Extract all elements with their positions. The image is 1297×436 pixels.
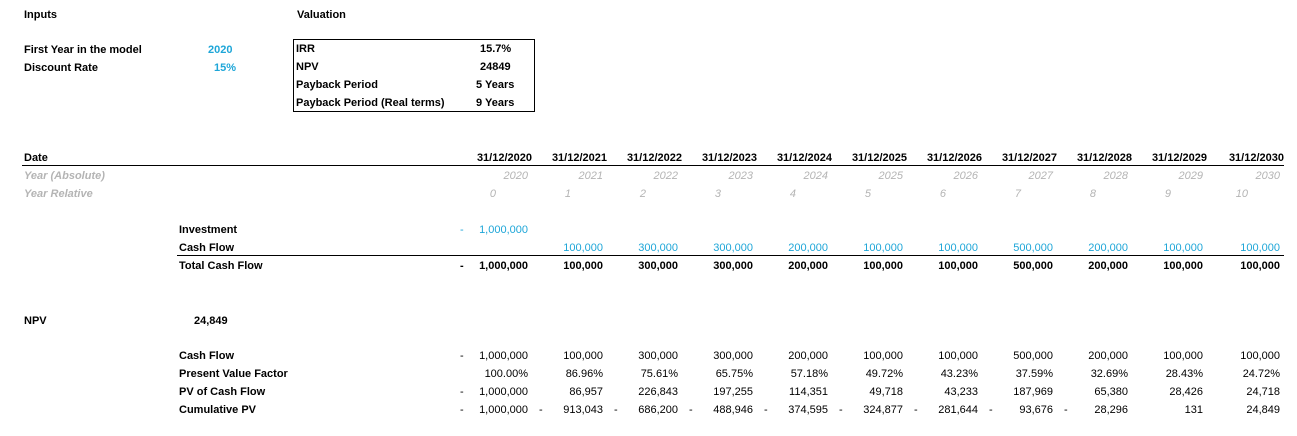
npv-cash-flow-cell: 100,000 xyxy=(938,350,978,362)
payback-real-label: Payback Period (Real terms) xyxy=(296,97,445,109)
negative-sign: - xyxy=(989,404,993,416)
pv-factor-label: Present Value Factor xyxy=(179,368,288,380)
total-cash-flow-cell: 500,000 xyxy=(1013,260,1053,272)
pv-cash-flow-cell: 197,255 xyxy=(713,386,753,398)
cumulative-pv-cell: 28,296 xyxy=(1094,404,1128,416)
year-absolute-cell: 2023 xyxy=(728,170,753,182)
npv-cash-flow-cell: 100,000 xyxy=(563,350,603,362)
year-relative-cell: 10 xyxy=(1235,188,1248,200)
cumulative-pv-cell: 24,849 xyxy=(1246,404,1280,416)
year-absolute-cell: 2022 xyxy=(653,170,678,182)
npv-label-box: NPV xyxy=(296,61,319,73)
cash-flow-cell[interactable]: 100,000 xyxy=(938,242,978,254)
npv-cash-flow-cell: 200,000 xyxy=(1088,350,1128,362)
pv-cash-flow-cell: 114,351 xyxy=(789,386,828,398)
total-cash-flow-cell: 100,000 xyxy=(938,260,978,272)
total-cash-flow-cell: 100,000 xyxy=(1163,260,1203,272)
year-absolute-cell: 2030 xyxy=(1255,170,1280,182)
year-relative-cell: 5 xyxy=(864,188,871,200)
pv-factor-cell: 32.69% xyxy=(1090,368,1128,380)
date-cell: 31/12/2029 xyxy=(1151,152,1207,164)
negative-sign: - xyxy=(460,260,464,272)
cumulative-pv-cell: 374,595 xyxy=(788,404,828,416)
cumulative-pv-cell: 1,000,000 xyxy=(479,404,528,416)
negative-sign: - xyxy=(1064,404,1068,416)
total-cash-flow-cell: 1,000,000 xyxy=(479,260,528,272)
year-absolute-label: Year (Absolute) xyxy=(24,170,105,182)
negative-sign: - xyxy=(460,386,464,398)
cumulative-pv-cell: 913,043 xyxy=(563,404,603,416)
discount-rate-value[interactable]: 15% xyxy=(214,62,237,74)
pv-factor-cell: 100.00% xyxy=(484,368,528,380)
year-relative-cell: 4 xyxy=(789,188,796,200)
year-relative-cell: 0 xyxy=(489,188,496,200)
pv-factor-cell: 24.72% xyxy=(1242,368,1280,380)
year-relative-cell: 3 xyxy=(714,188,721,200)
cash-flow-cell[interactable]: 300,000 xyxy=(713,242,753,254)
date-cell: 31/12/2021 xyxy=(551,152,607,164)
pv-cash-flow-cell: 65,380 xyxy=(1094,386,1128,398)
date-cell: 31/12/2030 xyxy=(1228,152,1284,164)
year-absolute-cell: 2026 xyxy=(953,170,978,182)
year-absolute-cell: 2027 xyxy=(1028,170,1053,182)
pv-factor-cell: 57.18% xyxy=(790,368,828,380)
payback-value: 5 Years xyxy=(476,79,515,91)
pv-factor-cell: 75.61% xyxy=(640,368,678,380)
cash-flow-cell[interactable]: 300,000 xyxy=(638,242,678,254)
cash-flow-cell[interactable]: 100,000 xyxy=(1240,242,1280,254)
pv-factor-cell: 43.23% xyxy=(940,368,978,380)
cumulative-pv-cell: 281,644 xyxy=(938,404,978,416)
total-cash-flow-cell: 200,000 xyxy=(1088,260,1128,272)
year-absolute-cell: 2021 xyxy=(578,170,603,182)
irr-value: 15.7% xyxy=(480,43,512,55)
pv-factor-cell: 86.96% xyxy=(565,368,603,380)
discount-rate-label: Discount Rate xyxy=(24,62,98,74)
pv-cash-flow-cell: 187,969 xyxy=(1013,386,1053,398)
negative-sign: - xyxy=(764,404,768,416)
cumulative-pv-label: Cumulative PV xyxy=(179,404,257,416)
pv-cash-flow-cell: 86,957 xyxy=(569,386,603,398)
cumulative-pv-cell: 93,676 xyxy=(1019,404,1053,416)
negative-sign: - xyxy=(460,224,464,236)
year-absolute-cell: 2029 xyxy=(1178,170,1203,182)
year-relative-cell: 9 xyxy=(1164,188,1171,200)
pv-cash-flow-label: PV of Cash Flow xyxy=(179,386,266,398)
pv-cash-flow-cell: 28,426 xyxy=(1169,386,1203,398)
npv-label: NPV xyxy=(24,315,47,327)
first-year-value[interactable]: 2020 xyxy=(208,44,233,56)
cash-flow-cell[interactable]: 100,000 xyxy=(863,242,903,254)
date-cell: 31/12/2028 xyxy=(1076,152,1132,164)
total-cash-flow-cell: 300,000 xyxy=(713,260,753,272)
total-cash-flow-cell: 100,000 xyxy=(1240,260,1280,272)
cumulative-pv-cell: 324,877 xyxy=(863,404,903,416)
year-absolute-cell: 2028 xyxy=(1103,170,1128,182)
pv-factor-cell: 37.59% xyxy=(1015,368,1053,380)
pv-cash-flow-cell: 226,843 xyxy=(638,386,678,398)
negative-sign: - xyxy=(539,404,543,416)
cash-flow-label: Cash Flow xyxy=(179,242,235,254)
pv-cash-flow-cell: 49,718 xyxy=(869,386,903,398)
npv-cash-flow-cell: 500,000 xyxy=(1013,350,1053,362)
year-absolute-cell: 2024 xyxy=(803,170,828,182)
date-cell: 31/12/2023 xyxy=(701,152,757,164)
date-cell: 31/12/2024 xyxy=(776,152,832,164)
irr-label: IRR xyxy=(296,43,315,55)
valuation-title: Valuation xyxy=(297,9,346,21)
pv-factor-cell: 28.43% xyxy=(1165,368,1203,380)
date-cell: 31/12/2025 xyxy=(851,152,907,164)
payback-label: Payback Period xyxy=(296,79,378,91)
date-label: Date xyxy=(24,152,48,164)
cash-flow-underline xyxy=(177,255,1284,256)
year-relative-cell: 6 xyxy=(939,188,946,200)
year-relative-cell: 7 xyxy=(1014,188,1021,200)
total-cash-flow-cell: 100,000 xyxy=(563,260,603,272)
date-cell: 31/12/2022 xyxy=(626,152,682,164)
npv-cash-flow-cell: 1,000,000 xyxy=(479,350,528,362)
negative-sign: - xyxy=(914,404,918,416)
pv-factor-cell: 49.72% xyxy=(865,368,903,380)
total-cash-flow-cell: 100,000 xyxy=(863,260,903,272)
year-relative-cell: 2 xyxy=(639,188,646,200)
year-absolute-cell: 2020 xyxy=(503,170,528,182)
payback-real-value: 9 Years xyxy=(476,97,515,109)
npv-cash-flow-cell: 300,000 xyxy=(713,350,753,362)
cumulative-pv-cell: 686,200 xyxy=(638,404,678,416)
cumulative-pv-cell: 131 xyxy=(1184,404,1203,416)
npv-cash-flow-cell: 100,000 xyxy=(863,350,903,362)
first-year-label: First Year in the model xyxy=(24,44,142,56)
date-cell: 31/12/2027 xyxy=(1001,152,1057,164)
negative-sign: - xyxy=(614,404,618,416)
inputs-title: Inputs xyxy=(24,9,57,21)
pv-factor-cell: 65.75% xyxy=(715,368,753,380)
npv-cash-flow-cell: 200,000 xyxy=(788,350,828,362)
total-cash-flow-cell: 200,000 xyxy=(788,260,828,272)
pv-cash-flow-cell: 43,233 xyxy=(944,386,978,398)
year-relative-cell: 1 xyxy=(564,188,571,200)
negative-sign: - xyxy=(460,350,464,362)
valuation-box xyxy=(293,39,535,112)
cash-flow-cell[interactable]: 100,000 xyxy=(563,242,603,254)
npv-cash-flow-cell: 100,000 xyxy=(1240,350,1280,362)
total-cash-flow-cell: 300,000 xyxy=(638,260,678,272)
cash-flow-cell[interactable]: 100,000 xyxy=(1163,242,1203,254)
investment-cell[interactable]: 1,000,000 xyxy=(479,224,528,236)
date-cell: 31/12/2026 xyxy=(926,152,982,164)
investment-label: Investment xyxy=(179,224,238,236)
pv-cash-flow-cell: 24,718 xyxy=(1246,386,1280,398)
npv-value-box: 24849 xyxy=(480,61,511,73)
date-cell: 31/12/2020 xyxy=(476,152,532,164)
year-absolute-cell: 2025 xyxy=(878,170,903,182)
cash-flow-cell[interactable]: 500,000 xyxy=(1013,242,1053,254)
npv-cash-flow-cell: 100,000 xyxy=(1163,350,1203,362)
cash-flow-cell[interactable]: 200,000 xyxy=(1088,242,1128,254)
negative-sign: - xyxy=(460,404,464,416)
negative-sign: - xyxy=(839,404,843,416)
cumulative-pv-cell: 488,946 xyxy=(713,404,753,416)
negative-sign: - xyxy=(689,404,693,416)
date-underline xyxy=(22,165,1284,166)
total-cash-flow-label: Total Cash Flow xyxy=(179,260,263,272)
cash-flow-cell[interactable]: 200,000 xyxy=(788,242,828,254)
year-relative-cell: 8 xyxy=(1089,188,1096,200)
npv-cash-flow-label: Cash Flow xyxy=(179,350,235,362)
npv-value: 24,849 xyxy=(194,315,228,327)
year-relative-label: Year Relative xyxy=(24,188,93,200)
pv-cash-flow-cell: 1,000,000 xyxy=(479,386,528,398)
npv-cash-flow-cell: 300,000 xyxy=(638,350,678,362)
